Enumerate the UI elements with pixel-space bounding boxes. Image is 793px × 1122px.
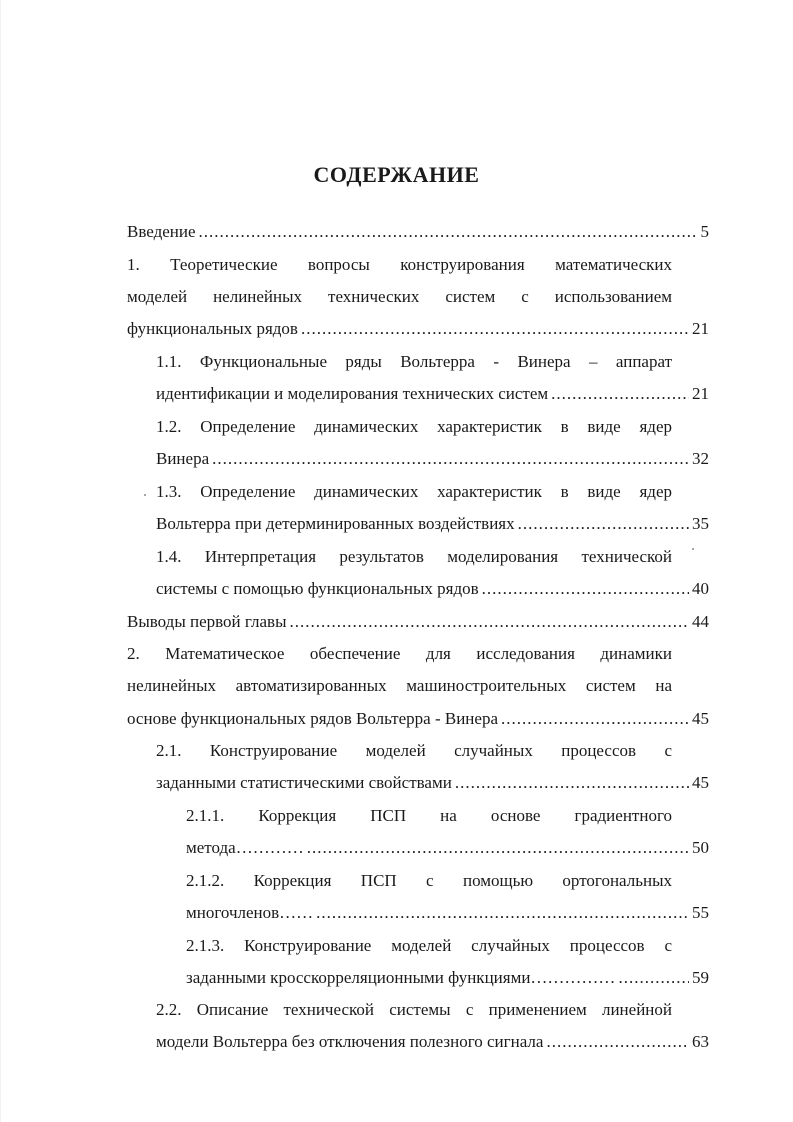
toc-page-number: 55 [692, 903, 709, 922]
toc-entry-text: Введение [127, 222, 196, 241]
toc-leader-dots [212, 445, 689, 473]
toc-entry-introduction[interactable] [127, 218, 709, 246]
toc-leader-dots [618, 964, 689, 992]
toc-entry-text: заданными статистическими свойствами [156, 773, 452, 792]
toc-entry-text: модели Вольтерра без отключения полезного сигнала [156, 1032, 544, 1051]
toc-page-number: 21 [692, 319, 709, 338]
toc-leader-dots [518, 510, 689, 538]
toc-entry-chapter-2-line-2[interactable]: нелинейных автоматизированных машиностроительных систем на [127, 676, 672, 695]
toc-entry-1-4[interactable] [156, 575, 709, 603]
toc-entry-text: идентификации и моделирования технических систем [156, 384, 549, 403]
toc-entry-text: функциональных рядов [127, 319, 298, 338]
toc-entry-1-3-line-1[interactable]: 1.3. Определение динамических характеристик в виде ядер [156, 482, 672, 501]
scan-speck [144, 494, 146, 496]
toc-entry-2-1-1-line-1[interactable]: 2.1.1. Коррекция ПСП на основе градиентного [186, 806, 672, 825]
toc-entry-1-4-line-1[interactable]: 1.4. Интерпретация результатов моделирования технической [156, 547, 672, 566]
toc-entry-text: системы с помощью функциональных рядов [156, 579, 479, 598]
toc-leader-dots [455, 769, 689, 797]
toc-leader-dots [501, 705, 689, 733]
toc-page-number: 63 [692, 1032, 709, 1051]
toc-entry-text: Вольтерра при детерминированных воздействиях [156, 514, 515, 533]
toc-entry-text: многочленов…… [186, 903, 314, 922]
toc-page-number: 50 [692, 838, 709, 857]
toc-page-number: 32 [692, 449, 709, 468]
toc-entry-chapter-1[interactable] [127, 315, 709, 343]
toc-entry-text: заданными кросскорреляционными функциями…………… [186, 968, 616, 987]
toc-leader-dots [290, 608, 690, 636]
toc-leader-dots [307, 834, 689, 862]
toc-entry-text: Выводы первой главы [127, 612, 287, 631]
toc-entry-text: метода………… [186, 838, 304, 857]
toc-entry-chapter-2[interactable] [127, 705, 709, 733]
scan-speck [692, 548, 694, 550]
toc-page-number: 35 [692, 514, 709, 533]
toc-entry-chapter-2-line-1[interactable]: 2. Математическое обеспечение для исследования динамики [127, 644, 672, 663]
toc-entry-text: основе функциональных рядов Вольтерра - Винера [127, 709, 498, 728]
toc-entry-2-1-1[interactable] [186, 834, 709, 862]
toc-leader-dots [551, 380, 689, 408]
toc-entry-1-1-line-1[interactable]: 1.1. Функциональные ряды Вольтерра - Винера – аппарат [156, 352, 672, 371]
toc-page-number: 45 [692, 773, 709, 792]
toc-entry-2-2-line-1[interactable]: 2.2. Описание технической системы с применением линейной [156, 1000, 672, 1019]
toc-entry-chapter-1-line-1[interactable]: 1. Теоретические вопросы конструирования математических [127, 255, 672, 274]
toc-leader-dots [316, 899, 689, 927]
toc-entry-2-1-2[interactable] [186, 899, 709, 927]
toc-page-number: 45 [692, 709, 709, 728]
page-title: СОДЕРЖАНИЕ [313, 162, 480, 187]
toc-leader-dots [199, 218, 698, 246]
toc-entry-1-1[interactable] [156, 380, 709, 408]
toc-entry-2-1-3-line-1[interactable]: 2.1.3. Конструирование моделей случайных процессов с [186, 936, 672, 955]
toc-entry-1-2-line-1[interactable]: 1.2. Определение динамических характеристик в виде ядер [156, 417, 672, 436]
toc-entry-chapter-1-line-2[interactable]: моделей нелинейных технических систем с использованием [127, 287, 672, 306]
toc-page-number: 5 [700, 222, 709, 241]
toc-entry-1-2[interactable] [156, 445, 709, 473]
toc-entry-2-1[interactable] [156, 769, 709, 797]
toc-entry-2-1-2-line-1[interactable]: 2.1.2. Коррекция ПСП с помощью ортогональных [186, 871, 672, 890]
toc-entry-2-2[interactable] [156, 1028, 709, 1056]
toc-page-number: 21 [692, 384, 709, 403]
toc-entry-text: Винера [156, 449, 210, 468]
toc-page-number: 44 [692, 612, 709, 631]
toc-leader-dots [482, 575, 689, 603]
toc-leader-dots [301, 315, 689, 343]
toc-page-number: 59 [692, 968, 709, 987]
toc-page-number: 40 [692, 579, 709, 598]
toc-leader-dots [546, 1028, 689, 1056]
toc-entry-2-1-3[interactable] [186, 964, 709, 992]
toc-entry-2-1-line-1[interactable]: 2.1. Конструирование моделей случайных процессов с [156, 741, 672, 760]
toc-entry-chapter-1-conclusions[interactable] [127, 608, 709, 636]
toc-entry-1-3[interactable] [156, 510, 709, 538]
